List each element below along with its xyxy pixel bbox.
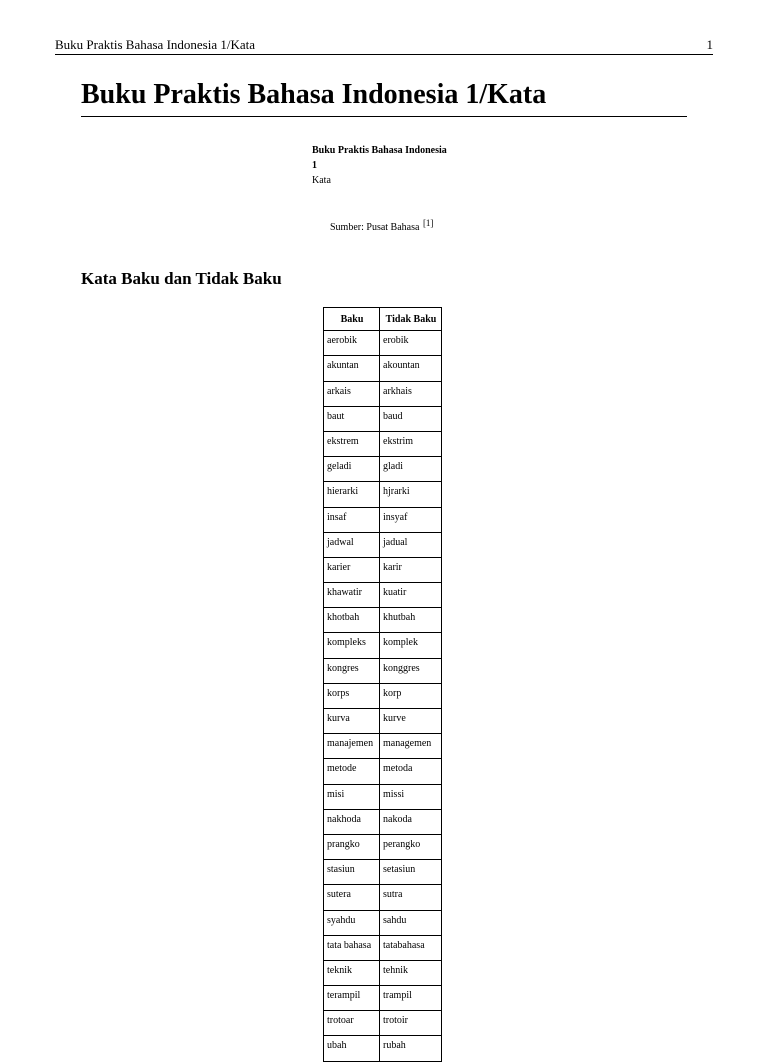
table-body [324, 331, 442, 1061]
cell-baku: hierarki [324, 482, 380, 507]
running-header [55, 38, 713, 55]
column-header-tidak-baku: Tidak Baku [380, 308, 442, 331]
cell-tidak-baku: akountan [380, 356, 442, 381]
cell-tidak-baku: insyaf [380, 507, 442, 532]
table-row [324, 834, 442, 859]
cell-tidak-baku: sahdu [380, 910, 442, 935]
table-row [324, 809, 442, 834]
cell-baku: kongres [324, 658, 380, 683]
table-row [324, 960, 442, 985]
cell-tidak-baku: jadual [380, 532, 442, 557]
cell-baku: kurva [324, 709, 380, 734]
table-row [324, 406, 442, 431]
cell-baku: korps [324, 683, 380, 708]
cell-tidak-baku: setasiun [380, 860, 442, 885]
cell-tidak-baku: missi [380, 784, 442, 809]
table-row [324, 658, 442, 683]
table-row [324, 381, 442, 406]
cell-baku: tata bahasa [324, 935, 380, 960]
table-row [324, 759, 442, 784]
cell-baku: metode [324, 759, 380, 784]
cell-tidak-baku: kurve [380, 709, 442, 734]
cell-tidak-baku: baud [380, 406, 442, 431]
cell-tidak-baku: managemen [380, 734, 442, 759]
cell-tidak-baku: sutra [380, 885, 442, 910]
cell-tidak-baku: trotoir [380, 1011, 442, 1036]
table-row [324, 532, 442, 557]
cell-baku: teknik [324, 960, 380, 985]
column-header-baku: Baku [324, 308, 380, 331]
cell-tidak-baku: karir [380, 557, 442, 582]
table-row [324, 910, 442, 935]
cell-baku: aerobik [324, 331, 380, 356]
cell-tidak-baku: metoda [380, 759, 442, 784]
table-row [324, 683, 442, 708]
source-text: Sumber: Pusat Bahasa [330, 222, 420, 233]
cell-baku: sutera [324, 885, 380, 910]
table-row [324, 633, 442, 658]
table-row [324, 860, 442, 885]
table-row [324, 608, 442, 633]
table-row [324, 557, 442, 582]
page-title: Buku Praktis Bahasa Indonesia 1/Kata [81, 78, 687, 117]
cell-baku: kompleks [324, 633, 380, 658]
cell-tidak-baku: erobik [380, 331, 442, 356]
section-heading: Kata Baku dan Tidak Baku [81, 269, 282, 288]
infobox-chapter: Kata [312, 175, 331, 186]
infobox-book-title: Buku Praktis Bahasa Indonesia [312, 145, 447, 156]
cell-baku: stasiun [324, 860, 380, 885]
infobox-volume: 1 [312, 160, 317, 171]
page-number: 1 [706, 37, 713, 52]
cell-baku: ubah [324, 1036, 380, 1061]
cell-baku: terampil [324, 986, 380, 1011]
table-row [324, 709, 442, 734]
cell-baku: syahdu [324, 910, 380, 935]
cell-baku: ekstrem [324, 431, 380, 456]
table-row [324, 1011, 442, 1036]
table-row [324, 356, 442, 381]
table-row [324, 431, 442, 456]
table-row [324, 482, 442, 507]
cell-tidak-baku: komplek [380, 633, 442, 658]
cell-baku: khotbah [324, 608, 380, 633]
cell-baku: prangko [324, 834, 380, 859]
cell-tidak-baku: kuatir [380, 583, 442, 608]
infobox [312, 143, 447, 188]
cell-tidak-baku: perangko [380, 834, 442, 859]
cell-tidak-baku: konggres [380, 658, 442, 683]
table-row [324, 784, 442, 809]
cell-tidak-baku: nakoda [380, 809, 442, 834]
citation-link[interactable]: [1] [422, 218, 434, 228]
table-row [324, 885, 442, 910]
table-row [324, 457, 442, 482]
cell-baku: baut [324, 406, 380, 431]
cell-baku: akuntan [324, 356, 380, 381]
table-row [324, 935, 442, 960]
cell-tidak-baku: rubah [380, 1036, 442, 1061]
cell-baku: geladi [324, 457, 380, 482]
word-table [323, 307, 442, 1062]
cell-baku: karier [324, 557, 380, 582]
cell-tidak-baku: tehnik [380, 960, 442, 985]
cell-tidak-baku: khutbah [380, 608, 442, 633]
table-row [324, 734, 442, 759]
cell-tidak-baku: korp [380, 683, 442, 708]
cell-baku: insaf [324, 507, 380, 532]
table-row [324, 331, 442, 356]
cell-baku: jadwal [324, 532, 380, 557]
table-row [324, 1036, 442, 1061]
cell-baku: arkais [324, 381, 380, 406]
running-header-title: Buku Praktis Bahasa Indonesia 1/Kata [55, 37, 256, 52]
cell-tidak-baku: ekstrim [380, 431, 442, 456]
table-row [324, 583, 442, 608]
cell-baku: khawatir [324, 583, 380, 608]
table-row [324, 986, 442, 1011]
cell-tidak-baku: hjrarki [380, 482, 442, 507]
table-header-row [324, 308, 442, 331]
cell-tidak-baku: trampil [380, 986, 442, 1011]
table-row [324, 507, 442, 532]
cell-baku: nakhoda [324, 809, 380, 834]
cell-baku: manajemen [324, 734, 380, 759]
cell-baku: misi [324, 784, 380, 809]
cell-tidak-baku: arkhais [380, 381, 442, 406]
cell-baku: trotoar [324, 1011, 380, 1036]
source-line [330, 216, 433, 235]
cell-tidak-baku: tatabahasa [380, 935, 442, 960]
cell-tidak-baku: gladi [380, 457, 442, 482]
